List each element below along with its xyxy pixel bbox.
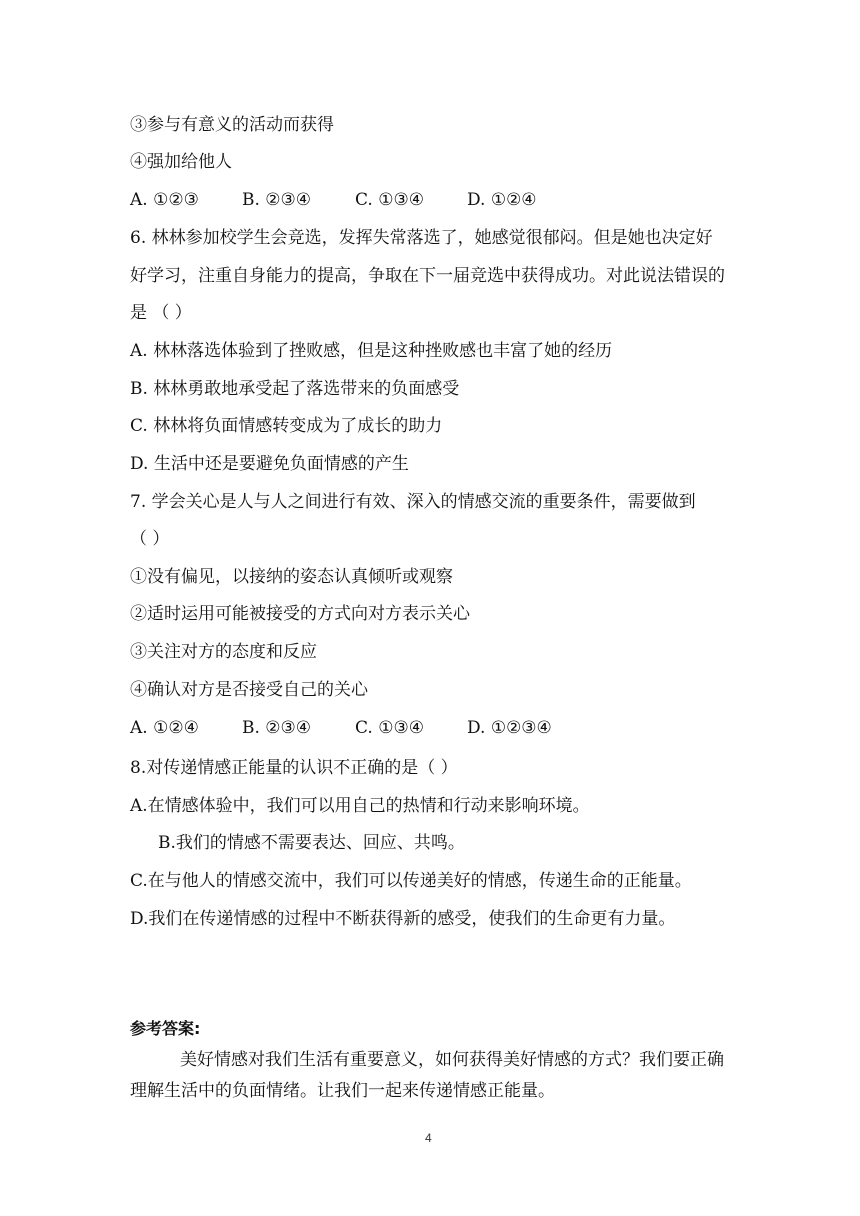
q7-option-a: A. ①②④ [130, 718, 199, 738]
q7-option-b: B. ②③④ [242, 718, 312, 738]
q6-stem-line-2: 好学习，注重自身能力的提高，争取在下一届竞选中获得成功。对此说法错误的 [130, 266, 725, 286]
answer-body-line-2: 理解生活中的负面情绪。让我们一起来传递情感正能量。 [130, 1081, 555, 1101]
q5-item-3: ③参与有意义的活动而获得 [130, 115, 334, 135]
q5-option-c: C. ①③④ [355, 190, 424, 210]
q7-stem-line-2: （ ） [130, 529, 170, 549]
q7-stem-line-1: 7. 学会关心是人与人之间进行有效、深入的情感交流的重要条件，需要做到 [130, 492, 696, 512]
page-number: 4 [425, 1131, 432, 1145]
q5-options [130, 189, 537, 211]
q8-option-d: D.我们在传递情感的过程中不断获得新的感受，使我们的生命更有力量。 [130, 909, 676, 929]
q6-stem-line-1: 6. 林林参加校学生会竞选，发挥失常落选了，她感觉很郁闷。但是她也决定好 [130, 228, 713, 248]
q5-item-4: ④强加给他人 [130, 152, 232, 172]
q6-option-c: C. 林林将负面情感转变成为了成长的助力 [130, 416, 443, 436]
answer-title: 参考答案: [130, 1019, 201, 1038]
q8-stem: 8.对传递情感正能量的认识不正确的是（ ） [130, 758, 458, 778]
q8-option-c: C.在与他人的情感交流中，我们可以传递美好的情感，传递生命的正能量。 [130, 871, 692, 891]
q7-item-1: ①没有偏见，以接纳的姿态认真倾听或观察 [130, 567, 453, 587]
q5-option-d: D. ①②④ [467, 190, 537, 210]
q7-item-3: ③关注对方的态度和反应 [130, 642, 317, 662]
q6-option-d: D. 生活中还是要避免负面情感的产生 [130, 454, 409, 474]
answer-body-line-1: 美好情感对我们生活有重要意义，如何获得美好情感的方式？我们要正确 [180, 1050, 724, 1070]
q7-item-2: ②适时运用可能被接受的方式向对方表示关心 [130, 604, 470, 624]
q5-option-a: A. ①②③ [130, 190, 199, 210]
q7-options [130, 717, 552, 739]
q8-option-b: B.我们的情感不需要表达、回应、共鸣。 [158, 833, 465, 853]
q7-item-4: ④确认对方是否接受自己的关心 [130, 680, 368, 700]
q6-stem-line-3: 是 （ ） [130, 303, 192, 323]
q6-option-a: A. 林林落选体验到了挫败感，但是这种挫败感也丰富了她的经历 [130, 341, 613, 361]
q6-option-b: B. 林林勇敢地承受起了落选带来的负面感受 [130, 379, 460, 399]
q8-option-a: A.在情感体验中，我们可以用自己的热情和行动来影响环境。 [130, 796, 590, 816]
q5-option-b: B. ②③④ [242, 190, 312, 210]
q7-option-c: C. ①③④ [355, 718, 424, 738]
q7-option-d: D. ①②③④ [467, 718, 552, 738]
